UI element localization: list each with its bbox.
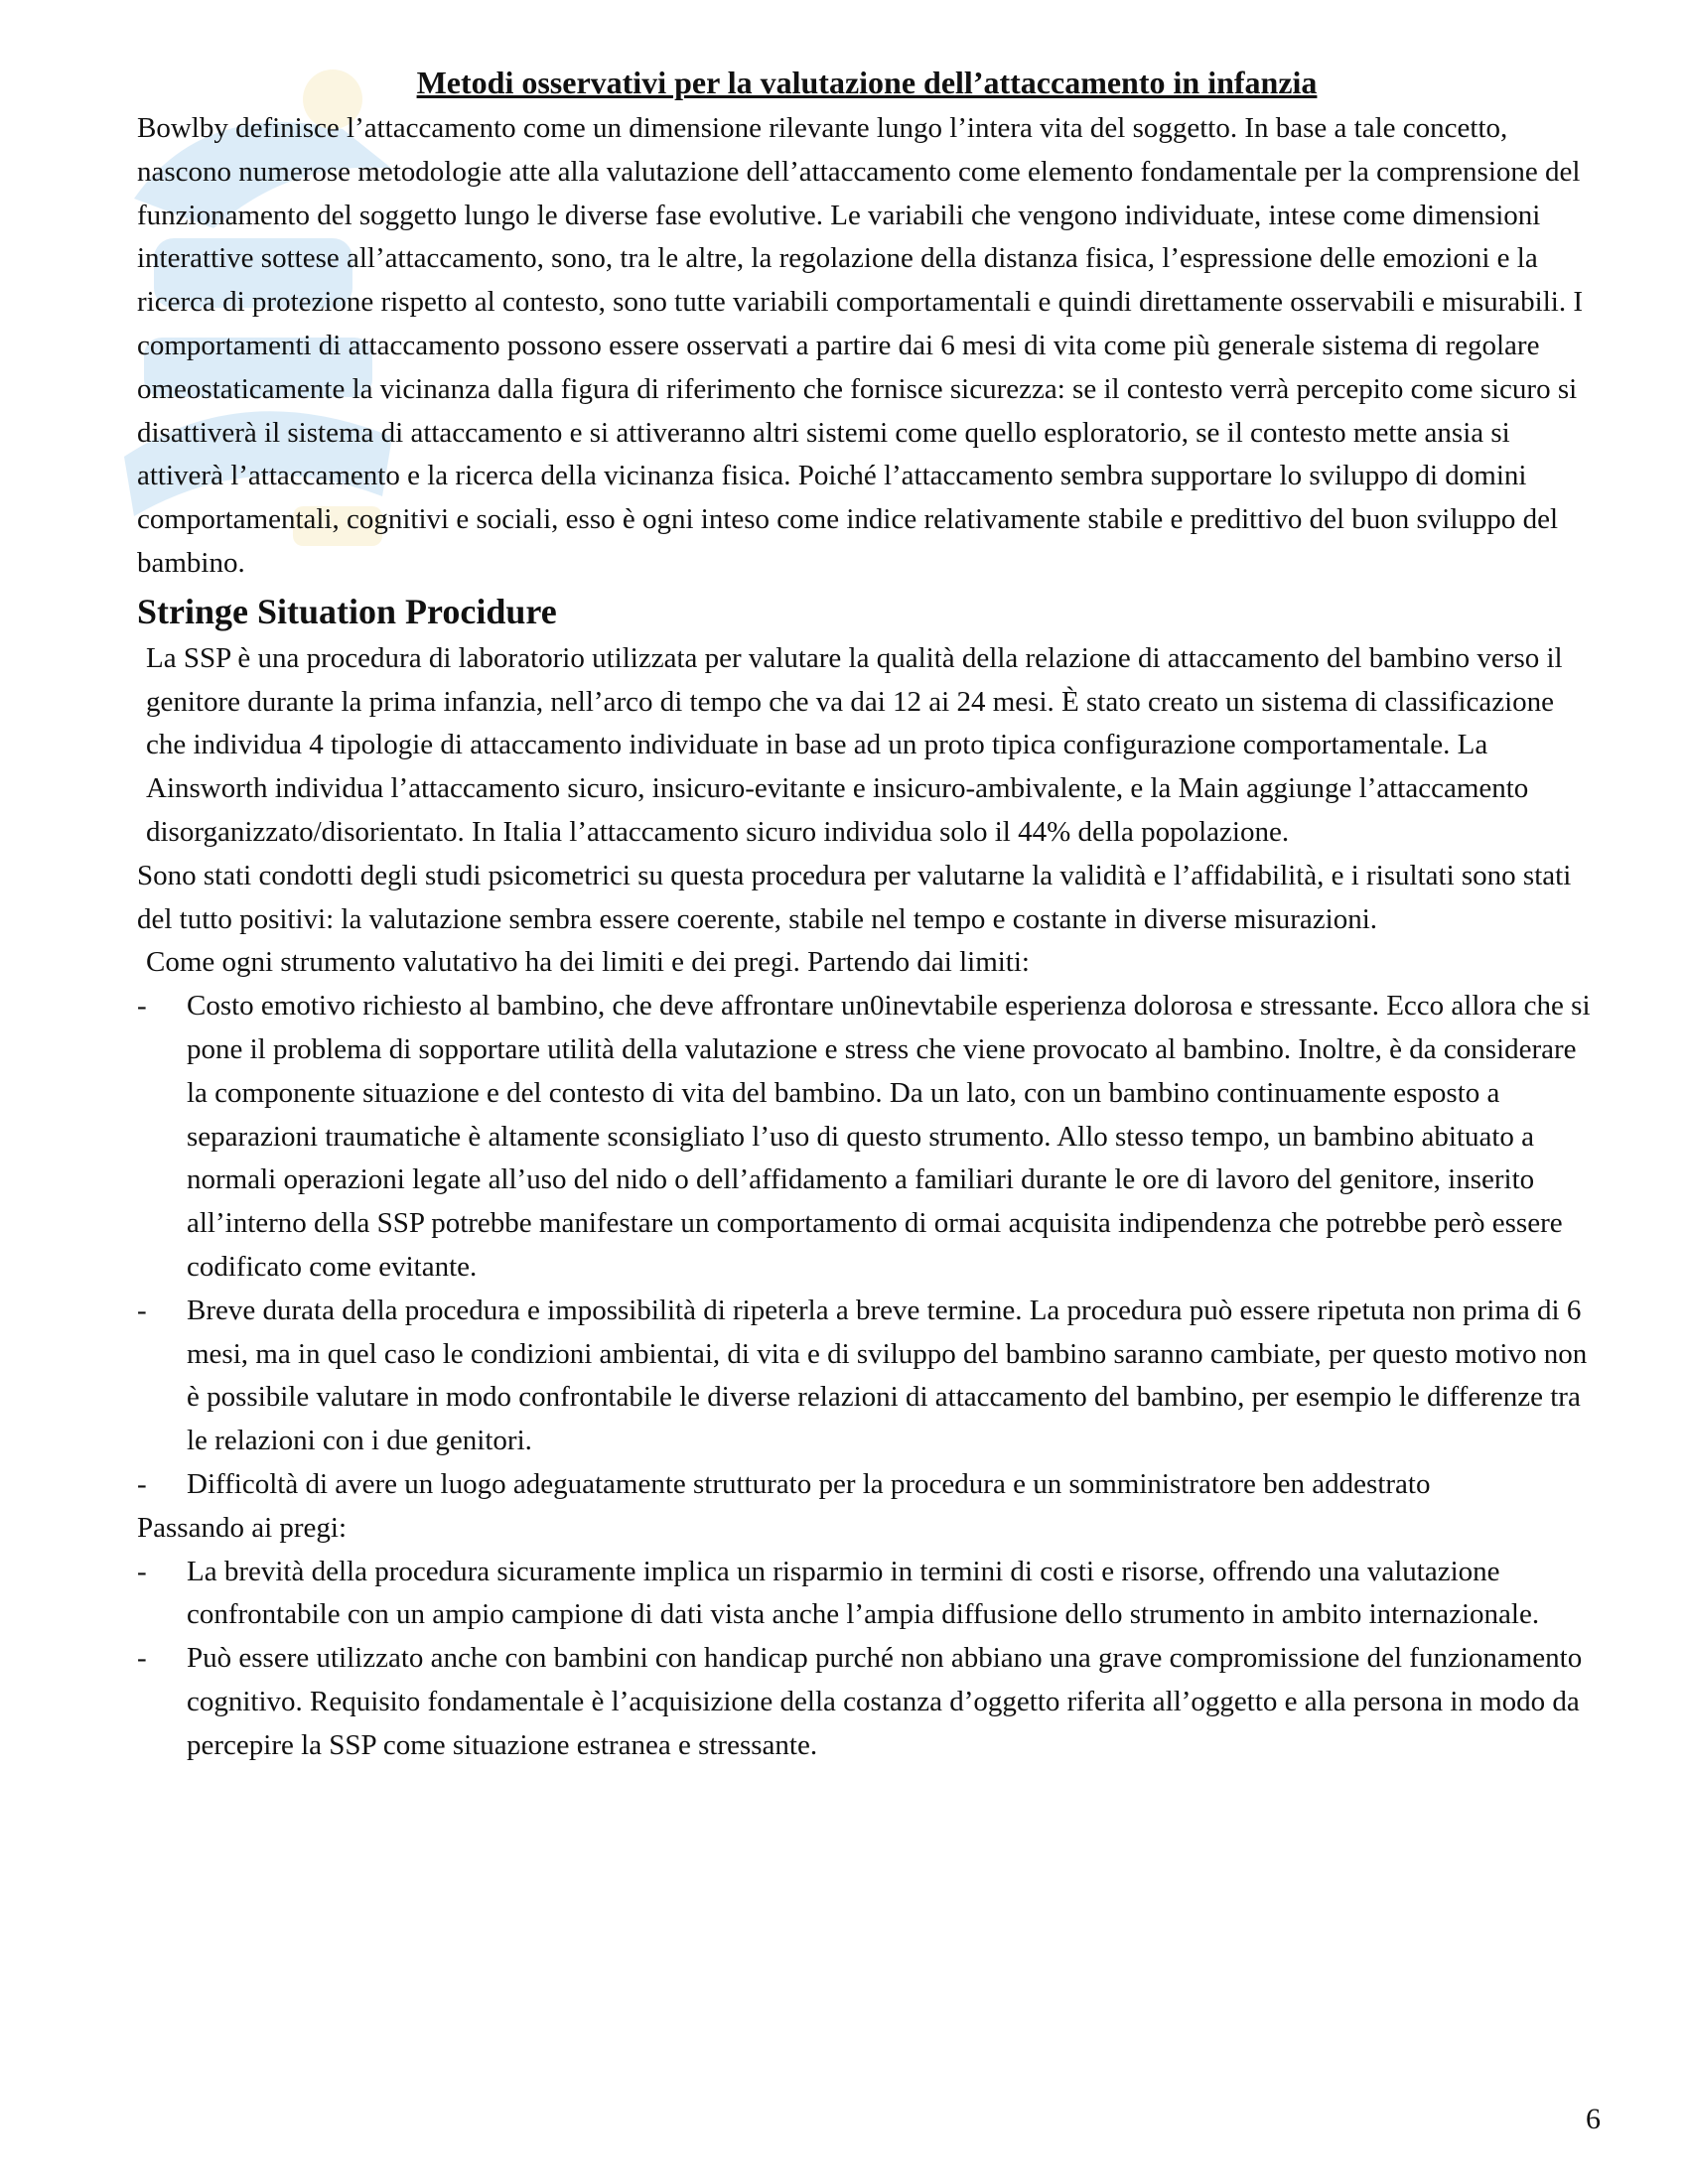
list-item	[137, 1290, 1597, 1463]
document-page	[137, 58, 1597, 1767]
list-item-text: Può essere utilizzato anche con bambini con handicap purché non abbiano una grave compromissione del funzionamento cognitivo. Requisito fondamentale è l’acquisizione della costanza d’oggetto riferita all’oggetto e alla persona in modo da percepire la SSP come situazione estranea e stressante.	[187, 1642, 1583, 1761]
list-item	[137, 985, 1597, 1290]
list-item	[137, 1463, 1597, 1507]
list-dash: -	[137, 1467, 147, 1500]
psychometric-paragraph: Sono stati condotti degli studi psicometrici su questa procedura per valutarne la validità e l’affidabilità, e i risultati sono stati del tutto positivi: la valutazione sembra essere coerente, stabile nel tempo e costante in diverse misurazioni.	[137, 859, 1572, 935]
ssp-paragraph: La SSP è una procedura di laboratorio utilizzata per valutare la qualità della relazione di attaccamento del bambino verso il genitore durante la prima infanzia, nell’arco di tempo che va dai 12 ai 24 mesi. È stato creato un sistema di classificazione che individua 4 tipologie di attaccamento individuate in base ad un proto tipica configurazione comportamentale. La Ainsworth individua l’attaccamento sicuro, insicuro-evitante e insicuro-ambivalente, e la Main aggiunge l’attaccamento disorganizzato/disorientato. In Italia l’attaccamento sicuro individua solo il 44% della popolazione.	[146, 641, 1563, 848]
list-dash: -	[137, 1294, 147, 1326]
list-item-text: Costo emotivo richiesto al bambino, che deve affrontare un0inevtabile esperienza dolorosa e stressante. Ecco allora che si pone il problema di sopportare utilità della valutazione e stress che viene provocato al bambino. Inoltre, è da considerare la componente situazione e del contesto di vita del bambino. Da un lato, con un bambino continuamente esposto a separazioni traumatiche è altamente sconsigliato l’uso di questo strumento. Allo stesso tempo, un bambino abituato a normali operazioni legate all’uso del nido o dell’affidamento a familiari durante le ore di lavoro del genitore, inserito all’interno della SSP potrebbe manifestare un comportamento di ormai acquisita indipendenza che potrebbe però essere codificato come evitante.	[187, 990, 1591, 1283]
strengths-list	[137, 1551, 1597, 1768]
list-item-text: La brevità della procedura sicuramente implica un risparmio in termini di costi e risorse, offrendo una valutazione confrontabile con un ampio campione di dati vista anche l’ampia diffusione dello strumento in ambito internazionale.	[187, 1555, 1540, 1631]
list-item-text: Breve durata della procedura e impossibilità di ripeterla a breve termine. La procedura può essere ripetuta non prima di 6 mesi, ma in quel caso le condizioni ambientai, di vita e di sviluppo del bambino saranno cambiate, per questo motivo non è possibile valutare in modo confrontabile le diverse relazioni di attaccamento del bambino, per esempio le differenze tra le relazioni con i due genitori.	[187, 1294, 1588, 1457]
list-dash: -	[137, 1555, 147, 1587]
limits-intro: Come ogni strumento valutativo ha dei limiti e dei pregi. Partendo dai limiti:	[146, 946, 1030, 979]
list-item	[137, 1637, 1597, 1767]
list-item	[137, 1551, 1597, 1638]
list-dash: -	[137, 990, 147, 1023]
document-title: Metodi osservativi per la valutazione dell’attaccamento in infanzia	[416, 65, 1318, 100]
page-number: 6	[1586, 2103, 1601, 2135]
strengths-intro: Passando ai pregi:	[137, 1511, 348, 1544]
list-item-text: Difficoltà di avere un luogo adeguatamente strutturato per la procedura e un somministratore ben addestrato	[187, 1467, 1431, 1500]
intro-paragraph: Bowlby definisce l’attaccamento come un dimensione rilevante lungo l’intera vita del soggetto. In base a tale concetto, nascono numerose metodologie atte alla valutazione dell’attaccamento come elemento fondamentale per la comprensione del funzionamento del soggetto lungo le diverse fase evolutive. Le variabili che vengono individuate, intese come dimensioni interattive sottese all’attaccamento, sono, tra le altre, la regolazione della distanza fisica, l’espressione delle emozioni e la ricerca di protezione rispetto al contesto, sono tutte variabili comportamentali e quindi direttamente osservabili e misurabili. I comportamenti di attaccamento possono essere osservati a partire dai 6 mesi di vita come più generale sistema di regolare omeostaticamente la vicinanza dalla figura di riferimento che fornisce sicurezza: se il contesto verrà percepito come sicuro si disattiverà il sistema di attaccamento e si attiveranno altri sistemi come quello esploratorio, se il contesto mette ansia si attiverà l’attaccamento e la ricerca della vicinanza fisica. Poiché l’attaccamento sembra supportare lo sviluppo di domini comportamentali, cognitivi e sociali, esso è ogni inteso come indice relativamente stabile e predittivo del buon sviluppo del bambino.	[137, 112, 1583, 579]
list-dash: -	[137, 1642, 147, 1675]
limits-list	[137, 985, 1597, 1507]
section-heading: Stringe Situation Procidure	[137, 591, 557, 631]
